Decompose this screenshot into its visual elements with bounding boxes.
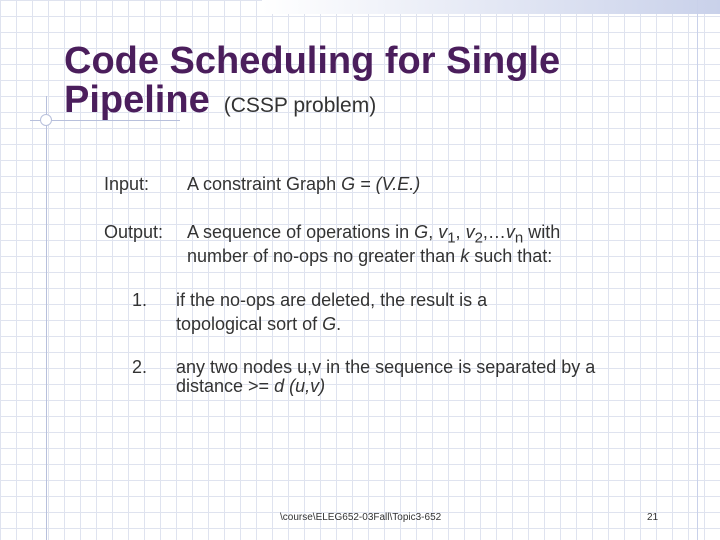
slide-title-sub: (CSSP problem) xyxy=(223,94,377,117)
footer-path: \course\ELEG652-03Fall\Topic3-652 xyxy=(280,512,442,523)
item-2-line-1: any two nodes u,v in the sequence is separated by a xyxy=(176,357,596,377)
output-label: Output: xyxy=(104,222,164,242)
item-1-line-2: topological sort of G. xyxy=(176,314,342,334)
output-line-2: number of no-ops no greater than k such that: xyxy=(187,246,553,266)
input-text: A constraint Graph G = (V.E.) xyxy=(187,174,421,194)
item-1-number: 1. xyxy=(132,290,148,310)
graph-definition: G = (V.E.) xyxy=(341,174,421,194)
left-vertical-rule xyxy=(46,96,47,540)
rule-junction-circle xyxy=(40,114,52,126)
input-label: Input: xyxy=(104,174,150,194)
slide-title-main: Code Scheduling for Single Pipeline xyxy=(64,40,561,121)
output-line-1: A sequence of operations in G, $v_1$, $v_2,\dots v_n$ with xyxy=(187,222,561,247)
page-number: 21 xyxy=(647,512,659,523)
top-gradient-band xyxy=(262,0,720,14)
item-2-number: 2. xyxy=(132,357,148,377)
slide-title xyxy=(64,42,720,125)
item-2-line-2: distance >= d (u,v) xyxy=(176,376,326,396)
item-1-line-1: if the no-ops are deleted, the result is a xyxy=(176,290,488,310)
